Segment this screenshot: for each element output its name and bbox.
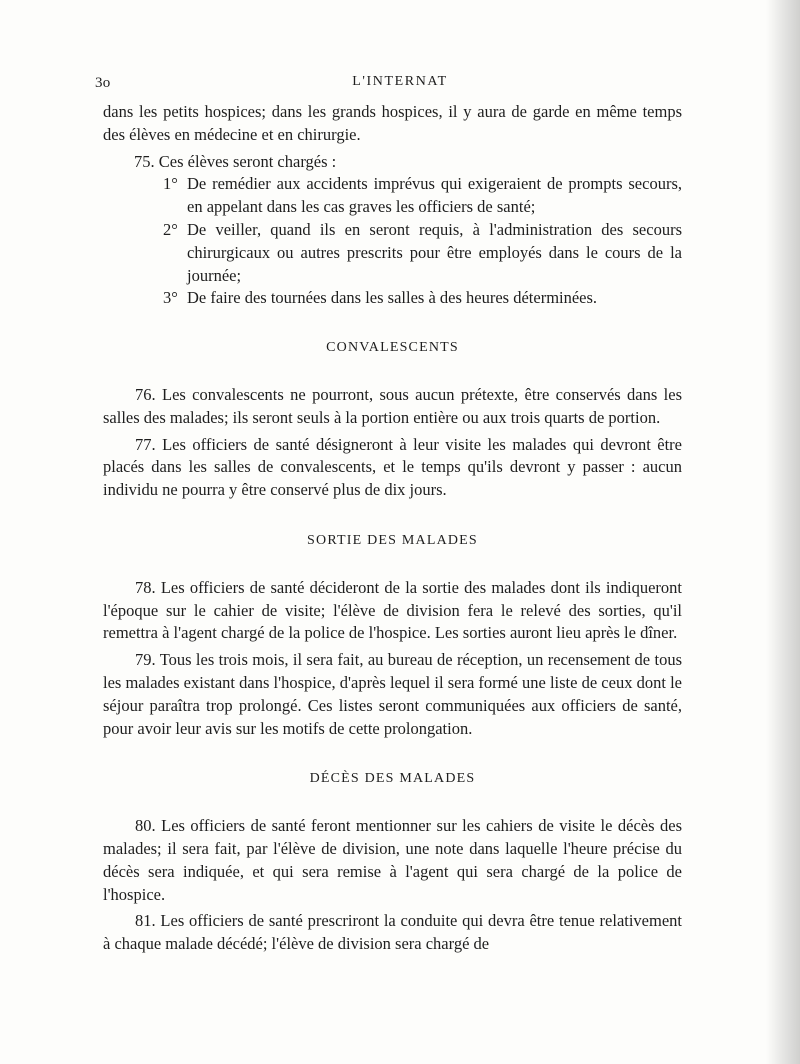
article-75-item-2-number: 2°: [163, 219, 178, 239]
article-78: 78. Les officiers de santé décideront de la sortie des malades dont ils indiqueront l'époque sur le cahier de visite; l'élève de division fera le relevé des sorties, qu'il remettra à l'agent chargé de la police de l'hospice. Les sorties auront lieu après le dîner.: [103, 577, 682, 643]
article-75-item-3: [103, 287, 682, 310]
article-75-item-1: [103, 173, 682, 219]
binding-shadow: [766, 0, 800, 1064]
article-81: 81. Les officiers de santé prescriront la conduite qui devra être tenue relativement à chaque malade décédé; l'élève de division sera chargé de: [103, 911, 682, 954]
article-75-item-2-text: De veiller, quand ils en seront requis, à l'administration des secours chirurgicaux ou autres prescrits pour être employés dans le cours de la journée;: [187, 219, 682, 285]
section-title-sortie: SORTIE DES MALADES: [307, 532, 478, 548]
article-80: 80. Les officiers de santé feront mentionner sur les cahiers de visite le décès des malades; il sera fait, par l'élève de division, une note dans laquelle l'heure précise du décès sera indiquée, et qui sera remise à l'agent qui sera chargé de la police de l'hospice.: [103, 816, 682, 904]
document-text: [103, 101, 682, 960]
article-75-item-1-number: 1°: [163, 174, 178, 194]
article-77: 77. Les officiers de santé désigneront à leur visite les malades qui devront être placés dans les salles de convalescents, et le temps qu'ils devront y passer : aucun individu ne pourra y être conservé plus de dix jours.: [103, 434, 682, 500]
article-79: 79. Tous les trois mois, il sera fait, au bureau de réception, un recensement de tous les malades existant dans l'hospice, d'après lequel il sera formé une liste de ceux dont le séjour paraîtra trop prolongé. Ces listes seront communiquées aux officiers de santé, pour avoir leur avis sur les motifs de cette prolongation.: [103, 650, 682, 738]
intro-paragraph: dans les petits hospices; dans les grands hospices, il y aura de garde en même temps des élèves en médecine et en chirurgie.: [103, 102, 682, 144]
article-75-intro: 75. Ces élèves seront chargés :: [134, 151, 337, 171]
article-75-item-3-number: 3°: [163, 288, 178, 308]
page-number: 3o: [95, 75, 111, 91]
section-title-deces: DÉCÈS DES MALADES: [309, 771, 476, 787]
article-75-item-2: [103, 219, 682, 287]
running-title: L'INTERNAT: [352, 74, 448, 89]
section-title-convalescents: CONVALESCENTS: [326, 340, 459, 356]
article-75-item-3-text: De faire des tournées dans les salles à des heures déterminées.: [187, 288, 598, 308]
article-76: 76. Les convalescents ne pourront, sous aucun prétexte, être conservés dans les salles des malades; ils seront seuls à la portion entière ou aux trois quarts de portion.: [103, 384, 682, 427]
article-75-item-1-text: De remédier aux accidents imprévus qui exigeraient de prompts secours, en appelant dans les cas graves les officiers de santé;: [187, 174, 682, 217]
